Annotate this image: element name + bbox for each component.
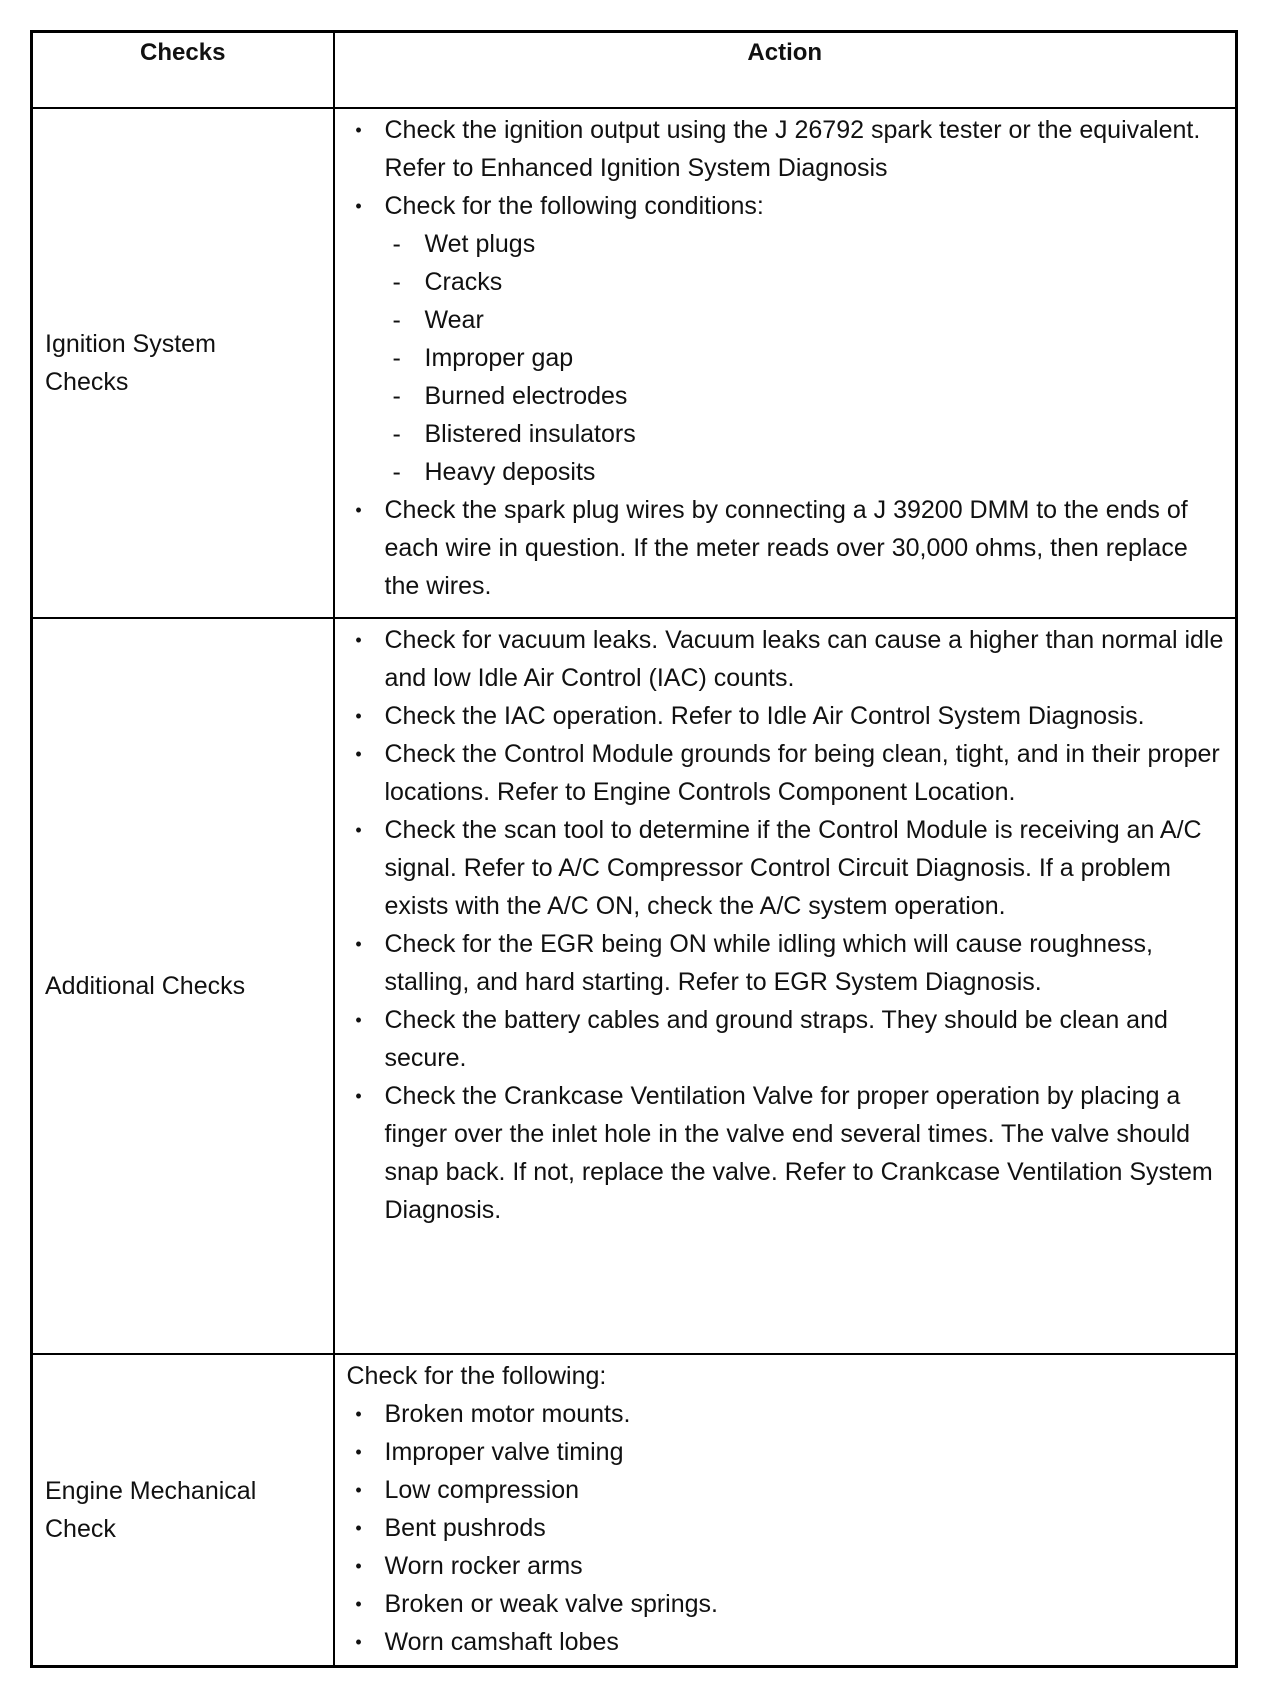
list-item-text: Check for the EGR being ON while idling which will cause roughness, stalling, and hard starting. Refer to EGR System Diagnosis. <box>384 930 1153 996</box>
table-header-row <box>32 32 1237 109</box>
bullet-icon: • <box>355 1480 362 1500</box>
sublist-item <box>389 415 1226 453</box>
list-item-text: Worn camshaft lobes <box>384 1628 619 1656</box>
dash-icon: - <box>392 344 401 372</box>
bullet-icon: • <box>355 1442 362 1462</box>
action-intro: Check for the following: <box>346 1362 607 1390</box>
list-item-text: Check the Control Module grounds for being clean, tight, and in their proper locations. Refer to Engine Controls Component Location. <box>384 740 1220 806</box>
list-item-text: Check the battery cables and ground straps. They should be clean and secure. <box>384 1006 1168 1072</box>
header-action: Action <box>334 32 1237 109</box>
bullet-icon: • <box>355 500 362 520</box>
list-item <box>347 811 1226 925</box>
list-item-text: Low compression <box>384 1476 580 1504</box>
list-item <box>347 1509 1226 1547</box>
bullet-icon: • <box>355 1010 362 1030</box>
action-list <box>347 621 1226 1229</box>
list-item-text: Check the scan tool to determine if the Control Module is receiving an A/C signal. Refer to A/C Compressor Control Circuit Diagnosis. If a problem exists with the A/C ON, check the A/C system operation. <box>384 816 1202 920</box>
dash-icon: - <box>392 382 401 410</box>
table-row-ignition <box>32 108 1237 618</box>
bullet-icon: • <box>355 820 362 840</box>
list-item-text: Worn rocker arms <box>384 1552 583 1580</box>
bullet-icon: • <box>355 1518 362 1538</box>
list-item <box>347 735 1226 811</box>
table-row-additional <box>32 618 1237 1354</box>
list-item <box>347 1395 1226 1433</box>
bullet-icon: • <box>355 706 362 726</box>
action-cell <box>334 108 1237 618</box>
list-item <box>347 1471 1226 1509</box>
sublist-item-text: Wet plugs <box>424 230 536 258</box>
bullet-icon: • <box>355 1404 362 1424</box>
check-name-line: Engine Mechanical <box>45 1476 257 1505</box>
list-item-text: Check the Crankcase Ventilation Valve for proper operation by placing a finger over the inlet hole in the valve end several times. The valve should snap back. If not, replace the valve. Refer to Crankcase Ventilation System Diagnosis. <box>384 1082 1213 1224</box>
list-item <box>347 491 1226 605</box>
check-name-line: Checks <box>45 368 129 396</box>
dash-icon: - <box>392 230 401 258</box>
dash-icon: - <box>392 268 401 296</box>
header-checks: Checks <box>32 32 334 109</box>
check-name-cell <box>32 618 334 1354</box>
bullet-icon: • <box>355 1632 362 1652</box>
bullet-icon: • <box>355 630 362 650</box>
list-item <box>347 697 1226 735</box>
action-list <box>347 111 1226 605</box>
sublist-item <box>389 453 1226 491</box>
list-item-text: Check the IAC operation. Refer to Idle Air Control System Diagnosis. <box>384 702 1145 730</box>
list-item <box>347 111 1226 187</box>
sublist-item-text: Wear <box>424 306 484 334</box>
diagnosis-table <box>30 30 1238 1668</box>
bullet-icon: • <box>355 934 362 954</box>
check-name-line: Check <box>45 1514 116 1543</box>
dash-icon: - <box>392 458 401 486</box>
list-item <box>347 1547 1226 1585</box>
sublist-item <box>389 339 1226 377</box>
list-item <box>347 1001 1226 1077</box>
list-item <box>347 621 1226 697</box>
check-name-cell <box>32 1354 334 1666</box>
list-item-text: Check for vacuum leaks. Vacuum leaks can cause a higher than normal idle and low Idle Air Control (IAC) counts. <box>384 626 1224 692</box>
sublist-item-text: Cracks <box>424 268 503 296</box>
sublist-item-text: Burned electrodes <box>424 382 628 410</box>
condition-sublist <box>385 225 1226 491</box>
sublist-item <box>389 301 1226 339</box>
sublist-item <box>389 377 1226 415</box>
table-row-engine <box>32 1354 1237 1666</box>
list-item <box>347 1077 1226 1229</box>
sublist-item-text: Improper gap <box>424 344 574 372</box>
list-item-text: Bent pushrods <box>384 1514 546 1542</box>
check-name-cell <box>32 108 334 618</box>
action-cell <box>334 1354 1237 1666</box>
action-list <box>347 1395 1226 1661</box>
list-item-text: Improper valve timing <box>384 1438 624 1466</box>
dash-icon: - <box>392 420 401 448</box>
sublist-item-text: Blistered insulators <box>424 420 636 448</box>
list-item-text: Check for the following conditions: <box>384 192 764 220</box>
bullet-icon: • <box>355 744 362 764</box>
bullet-icon: • <box>355 1556 362 1576</box>
list-item <box>347 1433 1226 1471</box>
list-item <box>347 1623 1226 1661</box>
list-item-text: Check the ignition output using the J 26792 spark tester or the equivalent. Refer to Enhanced Ignition System Diagnosis <box>384 116 1201 182</box>
dash-icon: - <box>392 306 401 334</box>
bullet-icon: • <box>355 1086 362 1106</box>
action-cell <box>334 618 1237 1354</box>
list-item <box>347 925 1226 1001</box>
sublist-item <box>389 263 1226 301</box>
bullet-icon: • <box>355 120 362 140</box>
bullet-icon: • <box>355 1594 362 1614</box>
sublist-item <box>389 225 1226 263</box>
list-item <box>347 187 1226 491</box>
list-item-text: Broken or weak valve springs. <box>384 1590 718 1618</box>
sublist-item-text: Heavy deposits <box>424 458 596 486</box>
check-name-line: Additional Checks <box>45 972 246 1000</box>
check-name-line: Ignition System <box>45 330 216 358</box>
list-item-text: Check the spark plug wires by connecting a J 39200 DMM to the ends of each wire in question. If the meter reads over 30,000 ohms, then replace the wires. <box>384 496 1188 600</box>
list-item-text: Broken motor mounts. <box>384 1400 631 1428</box>
bullet-icon: • <box>355 196 362 216</box>
list-item <box>347 1585 1226 1623</box>
